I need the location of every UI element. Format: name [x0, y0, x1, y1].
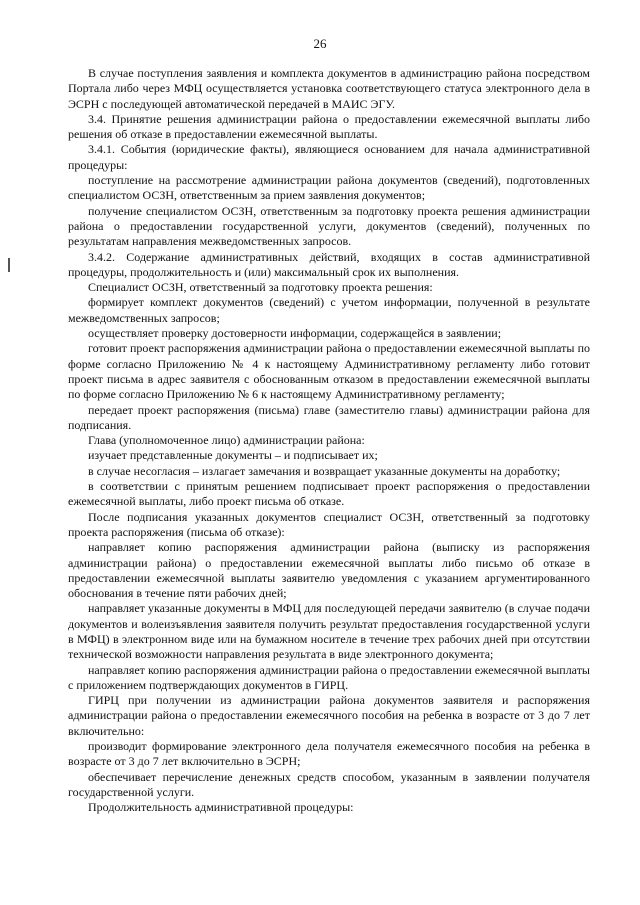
paragraph: готовит проект распоряжения администрации района о предоставлении ежемесячной выплаты по форме согласно Приложению № 4 к настоящему Административному регламенту либо готовит проект письма в адрес заявителя с обоснованным отказом в предоставлении ежемесячной выплаты по форме согласно Приложению № 6 к настоящему Административному регламенту;: [68, 341, 590, 402]
paragraph: 3.4.1. События (юридические факты), являющиеся основанием для начала административной процедуры:: [68, 142, 590, 172]
paragraph: После подписания указанных документов специалист ОСЗН, ответственный за подготовку проекта распоряжения (письма об отказе):: [68, 509, 590, 539]
paragraph: 3.4. Принятие решения администрации района о предоставлении ежемесячной выплаты либо решения об отказе в предоставлении ежемесячной выплаты.: [68, 111, 590, 142]
paragraph: Продолжительность административной процедуры:: [88, 800, 354, 815]
paragraph: обеспечивает перечисление денежных средств способом, указанным в заявлении получателя государственной услуги.: [68, 769, 590, 799]
paragraph: направляет копию распоряжения администрации района о предоставлении ежемесячной выплаты с приложением подтверждающих документов в ГИРЦ.: [68, 662, 590, 692]
paragraph: направляет копию распоряжения администрации района (выписку из распоряжения администрации района) о предоставлении ежемесячной выплаты либо письмо об отказе в предоставлении ежемесячной выплаты заявителю уведомления с указанием аргументированного обоснования в течение пяти рабочих дней;: [68, 540, 590, 601]
paragraph: ГИРЦ при получении из администрации района документов заявителя и распоряжения администрации района о предоставлении ежемесячного пособия на ребенка в возрасте от 3 до 7 лет включительно:: [68, 693, 590, 738]
paragraph: осуществляет проверку достоверности информации, содержащейся в заявлении;: [88, 326, 502, 341]
paragraph: 3.4.2. Содержание административных действий, входящих в состав административной процедуры, продолжительность и (или) максимальный срок их выполнения.: [68, 249, 590, 279]
paragraph: изучает представленные документы – и подписывает их;: [88, 448, 378, 463]
paragraph: Глава (уполномоченное лицо) администрации района:: [88, 433, 365, 448]
paragraph: поступление на рассмотрение администрации района документов (сведений), подготовленных специалистом ОСЗН, ответственным за прием заявления документов;: [68, 173, 590, 203]
paragraph: формирует комплект документов (сведений) с учетом информации, полученной в результате межведомственных запросов;: [68, 295, 590, 325]
page-number: 26: [313, 36, 327, 51]
paragraph: в случае несогласия – излагает замечания и возвращает указанные документы на доработку;: [88, 463, 561, 478]
paragraph: в соответствии с принятым решением подписывает проект распоряжения о предоставлении ежемесячной выплаты, либо проект письма об отказе.: [68, 479, 590, 509]
paragraph: производит формирование электронного дела получателя ежемесячного пособия на ребенка в возрасте от 3 до 7 лет включительно в ЭСРН;: [68, 739, 590, 769]
paragraph: направляет указанные документы в МФЦ для последующей передачи заявителю (в случае подачи документов и волеизъявления заявителя получить результат предоставления государственной услуги в МФЦ) в электронном виде или на бумажном носителе в течение трех рабочих дней при отсутствии технической возможности направления результата в виде электронного документа;: [68, 601, 590, 662]
paragraph: передает проект распоряжения (письма) главе (заместителю главы) администрации района для подписания.: [68, 402, 590, 432]
document-body: [68, 66, 590, 816]
paragraph: Специалист ОСЗН, ответственный за подготовку проекта решения:: [88, 280, 433, 295]
paragraph: получение специалистом ОСЗН, ответственным за подготовку проекта решения администрации района о предоставлении государственной услуги, документов (сведений), полученных по результатам направления межведомственных запросов.: [68, 203, 590, 249]
scan-artifact: [8, 258, 10, 272]
paragraph: В случае поступления заявления и комплекта документов в администрацию района посредством Портала либо через МФЦ осуществляется установка соответствующего статуса электронного дела в ЭСРН с последующей автоматической передачей в МАИС ЭГУ.: [68, 66, 590, 111]
